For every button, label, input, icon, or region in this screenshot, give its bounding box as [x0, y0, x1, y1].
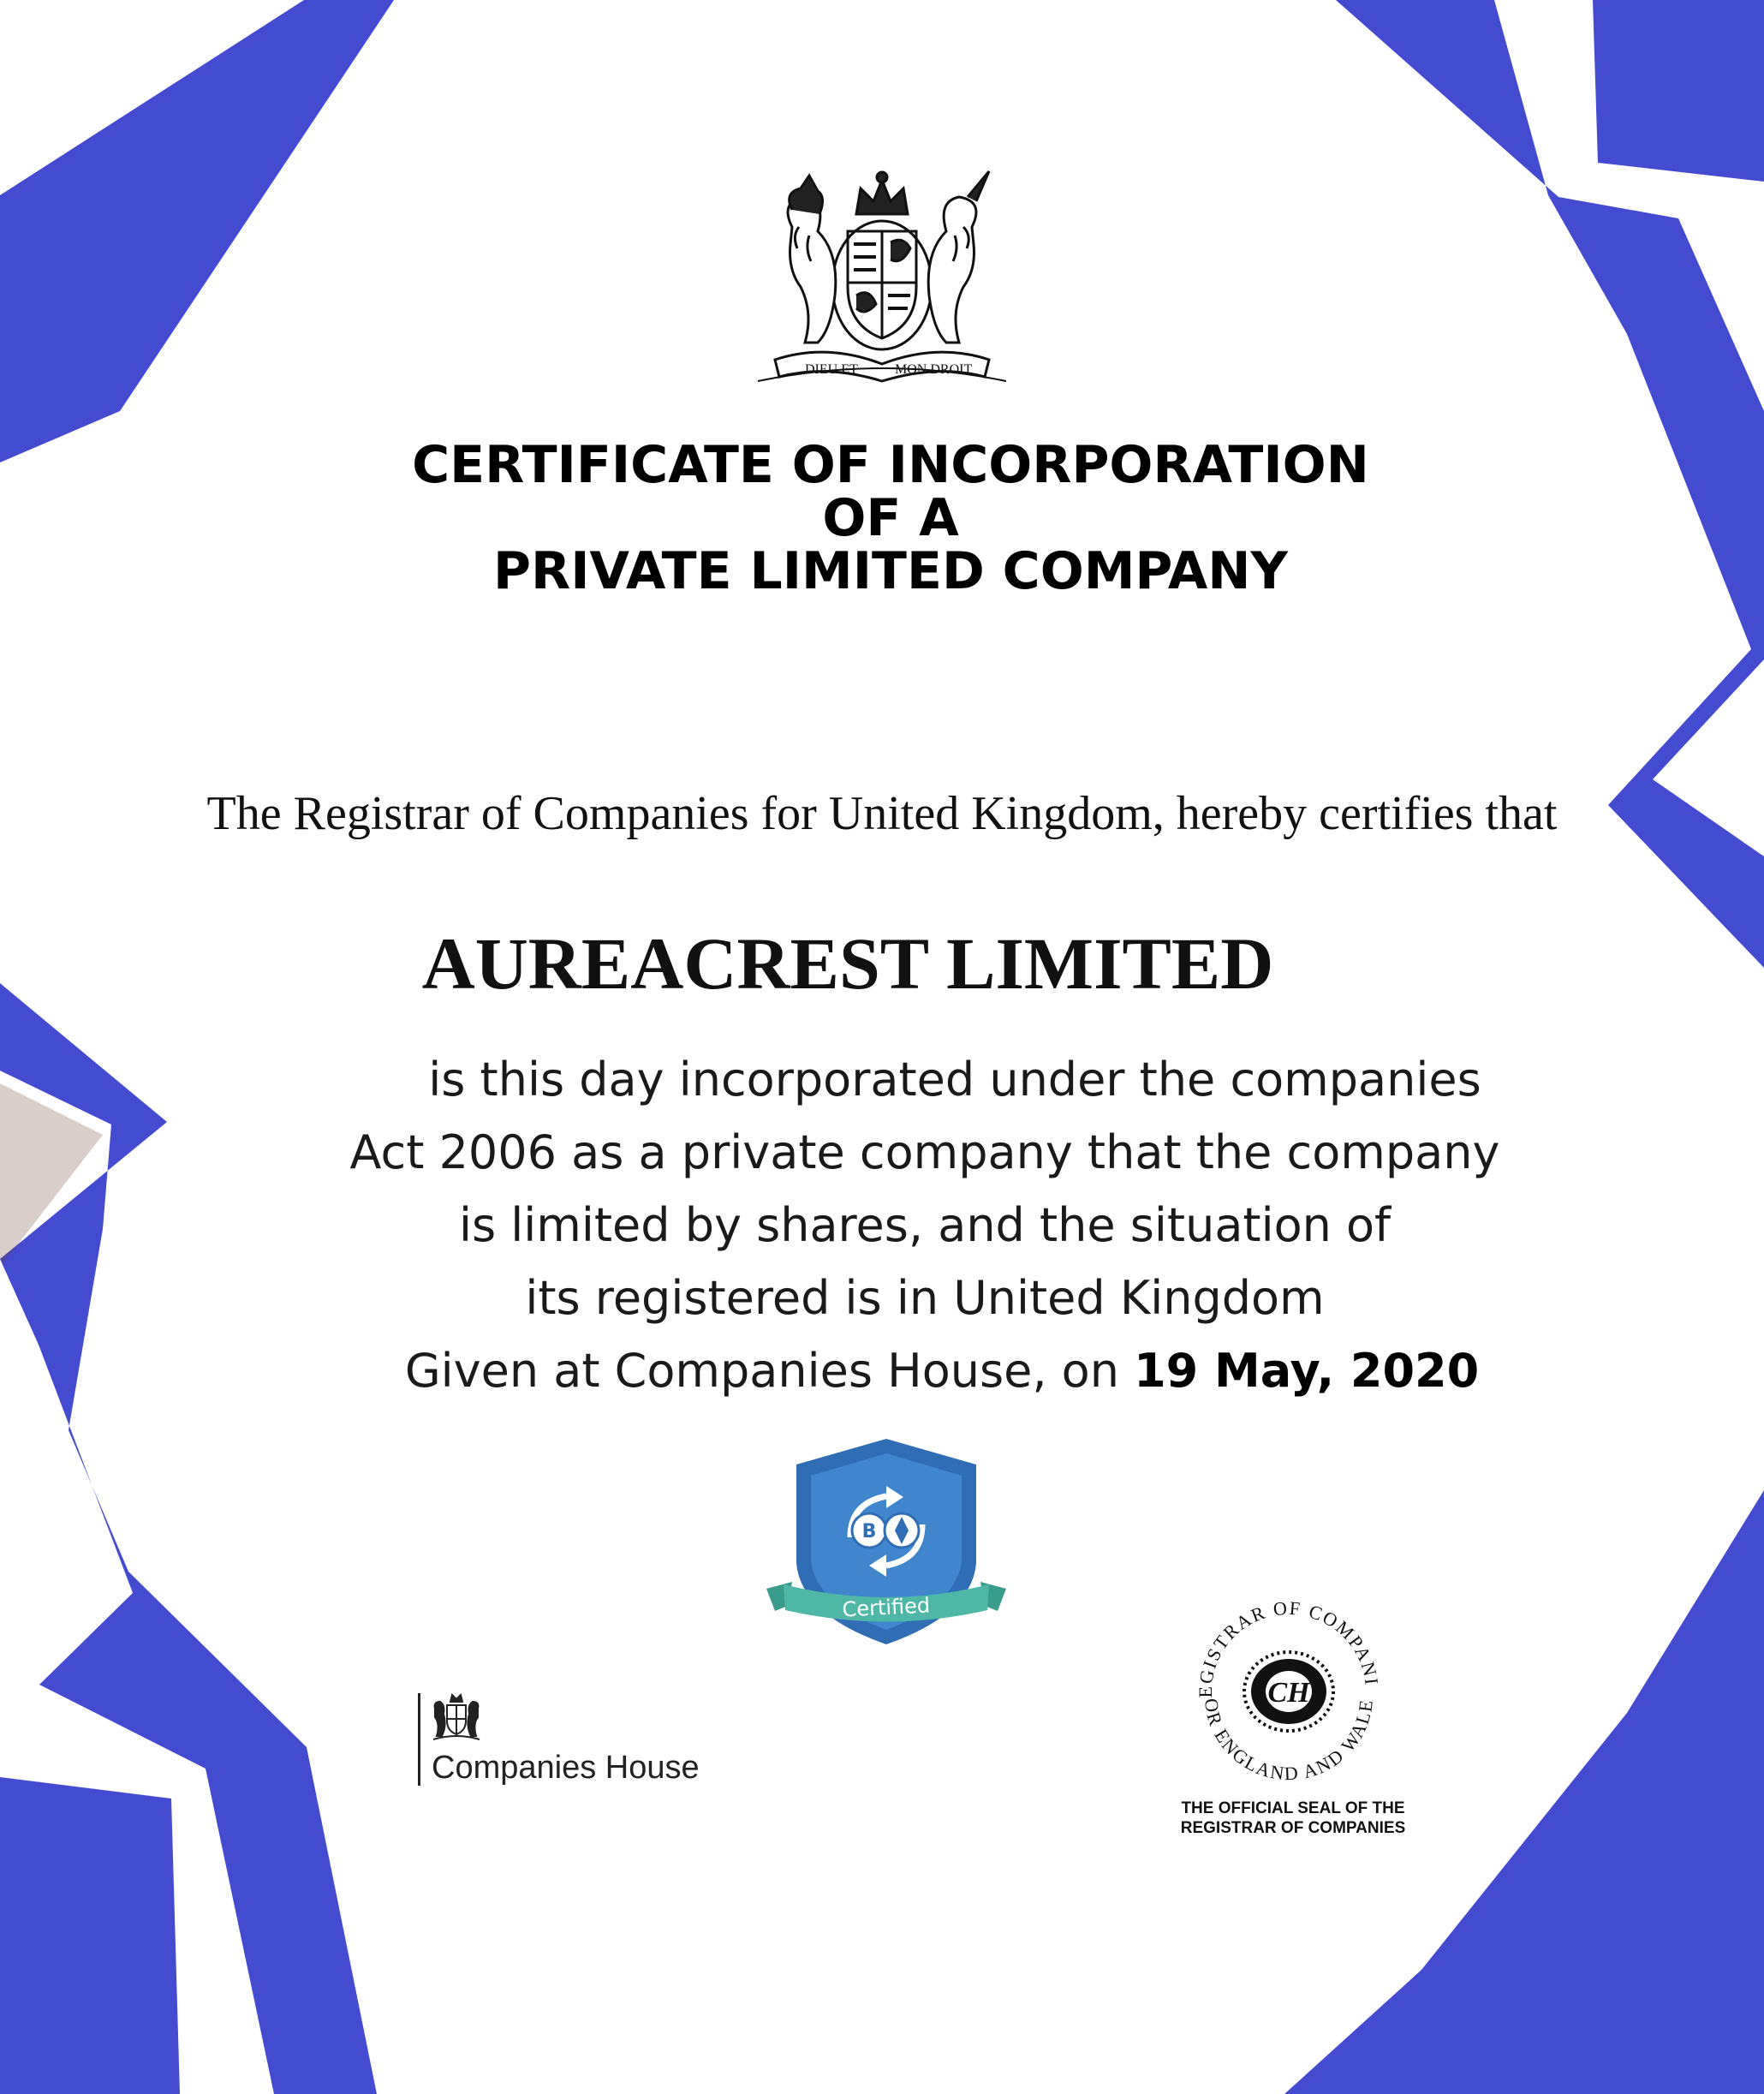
companies-house-label: Companies House [432, 1750, 700, 1786]
crest-motto-left: DIEU ET [805, 362, 858, 377]
badge-label: Certified [841, 1593, 931, 1622]
body-line: its registered is in United Kingdom [525, 1271, 1325, 1325]
company-name: AUREACREST LIMITED [421, 922, 1274, 1005]
incorporation-date: 19 May, 2020 [1134, 1344, 1480, 1398]
logo-divider [418, 1693, 420, 1786]
seal-caption [1139, 1799, 1447, 1838]
body-line: Act 2006 as a private company that the company [349, 1125, 1500, 1179]
seal-monogram: CH [1267, 1677, 1310, 1709]
royal-coat-of-arms-icon [758, 167, 1006, 385]
certificate-body [197, 1043, 1653, 1407]
title-line-1: CERTIFICATE OF INCORPORATION [412, 435, 1369, 495]
registrar-seal-icon [1186, 1589, 1392, 1794]
body-line: is limited by shares, and the situation of [458, 1198, 1392, 1252]
royal-coat-of-arms [758, 167, 1006, 385]
corner-shape-bottom-left [0, 1777, 180, 2094]
registrar-statement: The Registrar of Companies for United Kingdom, hereby certifies that [206, 787, 1558, 840]
seal-caption-line-2: REGISTRAR OF COMPANIES [1180, 1819, 1406, 1837]
corner-shape-top-left [0, 0, 394, 462]
seal-ring-top: EGISTRAR OF COMPANI [1194, 1596, 1383, 1698]
title-line-3: PRIVATE LIMITED COMPANY [493, 541, 1288, 601]
seal-ring-bottom: OR ENGLAND AND WALE [1200, 1697, 1378, 1785]
body-line: is this day incorporated under the companies [428, 1053, 1481, 1107]
companies-house-logo [418, 1691, 726, 1803]
given-line [197, 1334, 1653, 1407]
registrar-seal [1186, 1589, 1392, 1794]
corner-shape-top-right-small [1593, 0, 1764, 182]
svg-text:B: B [861, 1521, 877, 1542]
title-line-2: OF A [822, 488, 959, 548]
seal-caption-line-1: THE OFFICIAL SEAL OF THE [1181, 1799, 1405, 1817]
certificate-title [197, 435, 1584, 601]
royal-crest-icon [430, 1691, 483, 1743]
given-prefix: Given at Companies House, on [404, 1344, 1135, 1398]
crest-motto-right: MON DROIT [895, 362, 973, 377]
crypto-certified-shield-icon [766, 1435, 1006, 1649]
certified-badge [766, 1435, 1006, 1649]
